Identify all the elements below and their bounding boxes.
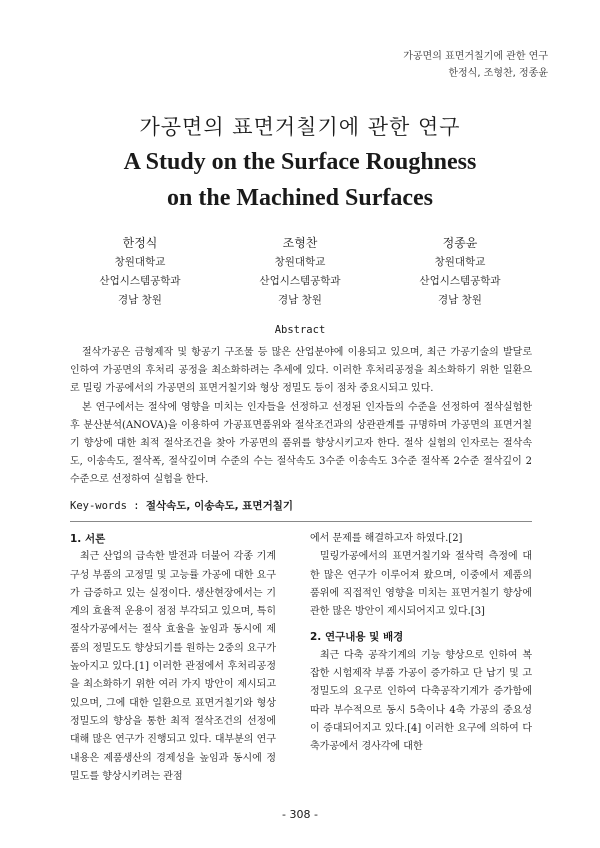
keywords-label: Key-words : — [70, 500, 146, 512]
author-university: 창원대학교 — [274, 256, 326, 268]
abstract-body — [70, 344, 532, 490]
title-block — [0, 110, 600, 216]
section-divider — [70, 521, 532, 522]
author-name: 한정식 — [122, 236, 158, 250]
title-korean: 가공면의 표면거칠기에 관한 연구 — [139, 115, 461, 139]
author-1 — [60, 234, 220, 310]
keywords — [70, 498, 293, 513]
author-location: 경남 창원 — [438, 294, 482, 306]
keywords-value: 절삭속도, 이송속도, 표면거칠기 — [145, 500, 294, 512]
running-authors: 한정식, 조형찬, 정종윤 — [448, 68, 548, 79]
milling-paragraph: 밀링가공에서의 표면거칠기와 절삭력 측정에 대한 많은 연구가 이루어져 왔으며, 이중에서 제품의 품위에 직접적인 영향을 미치는 표면거칠기 향상에 관한 많은 방안이 제시되어지고 있다.[3] — [310, 551, 532, 618]
title-english-line1: A Study on the Surface Roughness — [123, 149, 477, 175]
author-2 — [220, 234, 380, 310]
running-title: 가공면의 표면거칠기에 관한 연구 — [403, 51, 548, 62]
abstract-paragraph-2: 본 연구에서는 절삭에 영향을 미치는 인자들을 선정하고 선정된 인자들의 수준을 선정하여 절삭실험한 후 분산분석(ANOVA)을 이용하여 가공표면품위와 절삭조건과의 상관관계를 규명하며 가공면의 표면거칠기 향상에 대한 최적 절삭조건을 찾아 가공면의 품위를 향상시키고자 한다. 절삭 실험의 인자로는 절삭속도, 이송속도, 절삭폭, 절삭깊이며 수준의 수는 절삭속도 3수준 이송속도 3수준 절삭폭 2수준 절삭깊이 2수준으로 선정하여 실험을 한다. — [70, 401, 532, 486]
abstract-heading: Abstract — [274, 324, 326, 336]
right-column — [310, 530, 532, 757]
author-university: 창원대학교 — [114, 256, 166, 268]
running-header — [403, 48, 548, 82]
section-2-heading: 2. 연구내용 및 배경 — [310, 631, 404, 644]
title-english-line2: on the Machined Surfaces — [167, 185, 433, 211]
author-location: 경남 창원 — [118, 294, 162, 306]
left-column — [70, 530, 276, 786]
intro-paragraph: 최근 산업의 급속한 발전과 더불어 각종 기계구성 부품의 고정밀 및 고능률 가공에 대한 요구가 급증하고 있는 실정이다. 생산현장에서는 기계의 효율적 운용이 점점 부각되고 있으며, 특히 절삭가공에서는 절삭 효율을 높임과 동시에 제품의 정밀도도 향상되기를 원하는 2중의 요구가 높아지고 있다.[1] 이러한 관점에서 후처리공정을 최소화하기 위한 여러 가지 방안이 제시되고 있으며, 그에 대한 일환으로 표면거칠기와 형상 정밀도의 향상을 통한 최적 절삭조건의 선정에 대해 많은 연구가 진행되고 있다. 대부분의 연구내용은 제품생산의 경제성을 높임과 동시에 정밀도를 향상시키려는 관점 — [70, 551, 276, 782]
background-paragraph: 최근 다축 공작기계의 기능 향상으로 인하여 복잡한 시험제작 부품 가공이 증가하고 단 납기 및 고정밀도의 요구로 인하여 다축공작기계가 증가함에 따라 부수적으로 동시 5축이나 4축 가공의 중요성이 증대되어지고 있다.[4] 이러한 요구에 의하여 다축가공에서 경사각에 대한 — [310, 649, 532, 753]
continued-paragraph: 에서 문제를 해결하고자 하였다.[2] — [310, 533, 463, 544]
author-university: 창원대학교 — [434, 256, 486, 268]
author-3 — [380, 234, 540, 310]
author-department: 산업시스템공학과 — [419, 275, 501, 287]
abstract-paragraph-1: 절삭가공은 금형제작 및 항공기 구조물 등 많은 산업분야에 이용되고 있으며, 최근 가공기술의 발달로 인하여 가공면의 후처리 공정을 최소화하려는 추세에 있다. 이러한 후처리공정을 최소화하기 위한 일환으로 밀링 가공에서의 가공면의 표면거칠기와 형상 정밀도 등이 점차 중요시되고 있다. — [70, 347, 532, 395]
author-department: 산업시스템공학과 — [259, 275, 341, 287]
author-name: 조형찬 — [282, 236, 318, 250]
section-1-heading: 1. 서론 — [70, 533, 106, 545]
author-location: 경남 창원 — [278, 294, 322, 306]
author-department: 산업시스템공학과 — [99, 275, 181, 287]
page-number: - 308 - — [282, 808, 318, 821]
author-name: 정종윤 — [442, 236, 478, 250]
author-list — [60, 234, 540, 310]
